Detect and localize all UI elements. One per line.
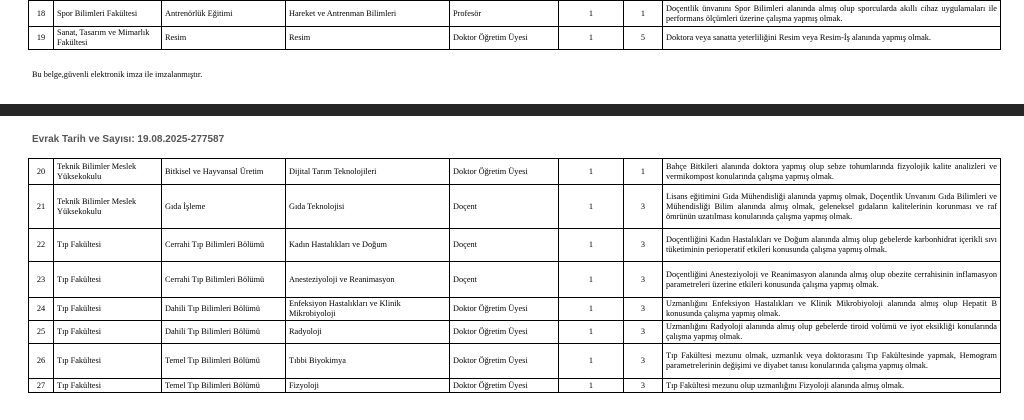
program-cell: Radyoloji (286, 321, 450, 344)
position-count-cell: 1 (559, 262, 624, 298)
score-cell: 3 (624, 185, 663, 229)
position-count-cell: 1 (559, 229, 624, 262)
program-cell: Resim (286, 27, 450, 50)
position-count-cell: 1 (559, 379, 624, 393)
program-cell: Fizyoloji (286, 379, 450, 393)
position-count-cell: 1 (559, 159, 624, 185)
department-cell: Cerrahi Tıp Bilimleri Bölümü (162, 229, 286, 262)
position-count-cell: 1 (559, 1, 624, 27)
score-cell: 5 (624, 27, 663, 50)
department-cell: Resim (162, 27, 286, 50)
program-cell: Hareket ve Antrenman Bilimleri (286, 1, 450, 27)
department-cell: Antrenörlük Eğitimi (162, 1, 286, 27)
program-cell: Anesteziyoloji ve Reanimasyon (286, 262, 450, 298)
positions-table-top (28, 0, 1001, 50)
score-cell: 3 (624, 229, 663, 262)
score-cell: 3 (624, 298, 663, 321)
faculty-cell: Tıp Fakültesi (54, 321, 162, 344)
program-cell: Gıda Teknolojisi (286, 185, 450, 229)
department-cell: Temel Tıp Bilimleri Bölümü (162, 379, 286, 393)
faculty-cell: Spor Bilimleri Fakültesi (54, 1, 162, 27)
department-cell: Bitkisel ve Hayvansal Üretim (162, 159, 286, 185)
document-date-number: Evrak Tarih ve Sayısı: 19.08.2025-277587 (32, 134, 225, 145)
academic-title-cell: Doktor Öğretim Üyesi (450, 379, 559, 393)
score-cell: 3 (624, 262, 663, 298)
academic-title-cell: Doçent (450, 185, 559, 229)
page-top (0, 0, 1024, 104)
table-row (29, 229, 1001, 262)
requirement-description-cell: Doçentlik ünvanını Spor Bilimleri alanında almış olup sporcularda akıllı cihaz uygulamaları ile performans ölçümleri üzerine çalışma yapmış olmak. (663, 1, 1001, 27)
e-signature-note: Bu belge,güvenli elektronik imza ile imzalanmıştır. (32, 70, 203, 79)
program-cell: Dijital Tarım Teknolojileri (286, 159, 450, 185)
row-number: 20 (29, 159, 54, 185)
table-row (29, 298, 1001, 321)
row-number: 21 (29, 185, 54, 229)
score-cell: 1 (624, 1, 663, 27)
position-count-cell: 1 (559, 185, 624, 229)
requirement-description-cell: Tıp Fakültesi mezunu olup uzmanlığını Fizyoloji alanında almış olmak. (663, 379, 1001, 393)
program-cell: Kadın Hastalıkları ve Doğum (286, 229, 450, 262)
row-number: 19 (29, 27, 54, 50)
table-row (29, 344, 1001, 379)
faculty-cell: Tıp Fakültesi (54, 298, 162, 321)
department-cell: Gıda İşleme (162, 185, 286, 229)
score-cell: 1 (624, 159, 663, 185)
positions-table-bottom (28, 158, 1001, 393)
table-row (29, 27, 1001, 50)
table-row (29, 1, 1001, 27)
requirement-description-cell: Uzmanlığını Enfeksiyon Hastalıkları ve Klinik Mikrobiyoloji alanında almış olup Hepatit B konusunda çalışma yapmış olmak. (663, 298, 1001, 321)
academic-title-cell: Doçent (450, 229, 559, 262)
requirement-description-cell: Tıp Fakültesi mezunu olmak, uzmanlık veya doktorasını Tıp Fakültesinde yapmak, Hemogram parametrelerinin değişimi ve diyabet tanısı konularında çalışma yapmış olmak. (663, 344, 1001, 379)
academic-title-cell: Profesör (450, 1, 559, 27)
row-number: 22 (29, 229, 54, 262)
row-number: 23 (29, 262, 54, 298)
faculty-cell: Tıp Fakültesi (54, 344, 162, 379)
table-row (29, 321, 1001, 344)
page-divider (0, 104, 1024, 116)
academic-title-cell: Doktor Öğretim Üyesi (450, 321, 559, 344)
academic-title-cell: Doktor Öğretim Üyesi (450, 27, 559, 50)
table-row (29, 185, 1001, 229)
department-cell: Dahili Tıp Bilimleri Bölümü (162, 298, 286, 321)
faculty-cell: Teknik Bilimler Meslek Yüksekokulu (54, 185, 162, 229)
position-count-cell: 1 (559, 344, 624, 379)
row-number: 24 (29, 298, 54, 321)
position-count-cell: 1 (559, 321, 624, 344)
faculty-cell: Tıp Fakültesi (54, 379, 162, 393)
department-cell: Dahili Tıp Bilimleri Bölümü (162, 321, 286, 344)
requirement-description-cell: Uzmanlığını Radyoloji alanında almış olup gebelerde tiroid volümü ve iyot eksikliği konularında çalışma yapmış olmak. (663, 321, 1001, 344)
page-bottom (0, 116, 1024, 420)
requirement-description-cell: Doçentliğini Anesteziyoloji ve Reanimasyon alanında almış olup obezite cerrahisinin inflamasyon parametreleri üzerine etkileri konusunda çalışma yapmış olmak. (663, 262, 1001, 298)
academic-title-cell: Doktor Öğretim Üyesi (450, 298, 559, 321)
row-number: 25 (29, 321, 54, 344)
score-cell: 3 (624, 344, 663, 379)
faculty-cell: Tıp Fakültesi (54, 262, 162, 298)
academic-title-cell: Doktor Öğretim Üyesi (450, 344, 559, 379)
faculty-cell: Tıp Fakültesi (54, 229, 162, 262)
requirement-description-cell: Bahçe Bitkileri alanında doktora yapmış olup sebze tohumlarında fizyolojik kalite analizleri ve vermikompost konularında çalışma yapmış olmak. (663, 159, 1001, 185)
position-count-cell: 1 (559, 298, 624, 321)
academic-title-cell: Doktor Öğretim Üyesi (450, 159, 559, 185)
academic-title-cell: Doçent (450, 262, 559, 298)
department-cell: Cerrahi Tıp Bilimleri Bölümü (162, 262, 286, 298)
row-number: 27 (29, 379, 54, 393)
program-cell: Tıbbi Biyokimya (286, 344, 450, 379)
requirement-description-cell: Doktora veya sanatta yeterliliğini Resim veya Resim-İş alanında yapmış olmak. (663, 27, 1001, 50)
row-number: 18 (29, 1, 54, 27)
faculty-cell: Sanat, Tasarım ve Mimarlık Fakültesi (54, 27, 162, 50)
faculty-cell: Teknik Bilimler Meslek Yüksekokulu (54, 159, 162, 185)
table-row (29, 159, 1001, 185)
program-cell: Enfeksiyon Hastalıkları ve Klinik Mikrobiyoloji (286, 298, 450, 321)
score-cell: 3 (624, 321, 663, 344)
position-count-cell: 1 (559, 27, 624, 50)
score-cell: 3 (624, 379, 663, 393)
requirement-description-cell: Lisans eğitimini Gıda Mühendisliği alanında yapmış olmak, Doçentlik Unvanını Gıda Bilimleri ve Mühendisliği Bilim alanında almış olmak, geleneksel gıdaların kalitelerinin korunması ve raf ömrünün uzatılması konularında çalışma yapmış olmak. (663, 185, 1001, 229)
table-row (29, 262, 1001, 298)
row-number: 26 (29, 344, 54, 379)
department-cell: Temel Tıp Bilimleri Bölümü (162, 344, 286, 379)
requirement-description-cell: Doçentliğini Kadın Hastalıkları ve Doğum alanında almış olup gebelerde karbonhidrat içerikli sıvı tüketiminin perioperatif etkileri konusunda çalışma yapmış olmak. (663, 229, 1001, 262)
table-row (29, 379, 1001, 393)
